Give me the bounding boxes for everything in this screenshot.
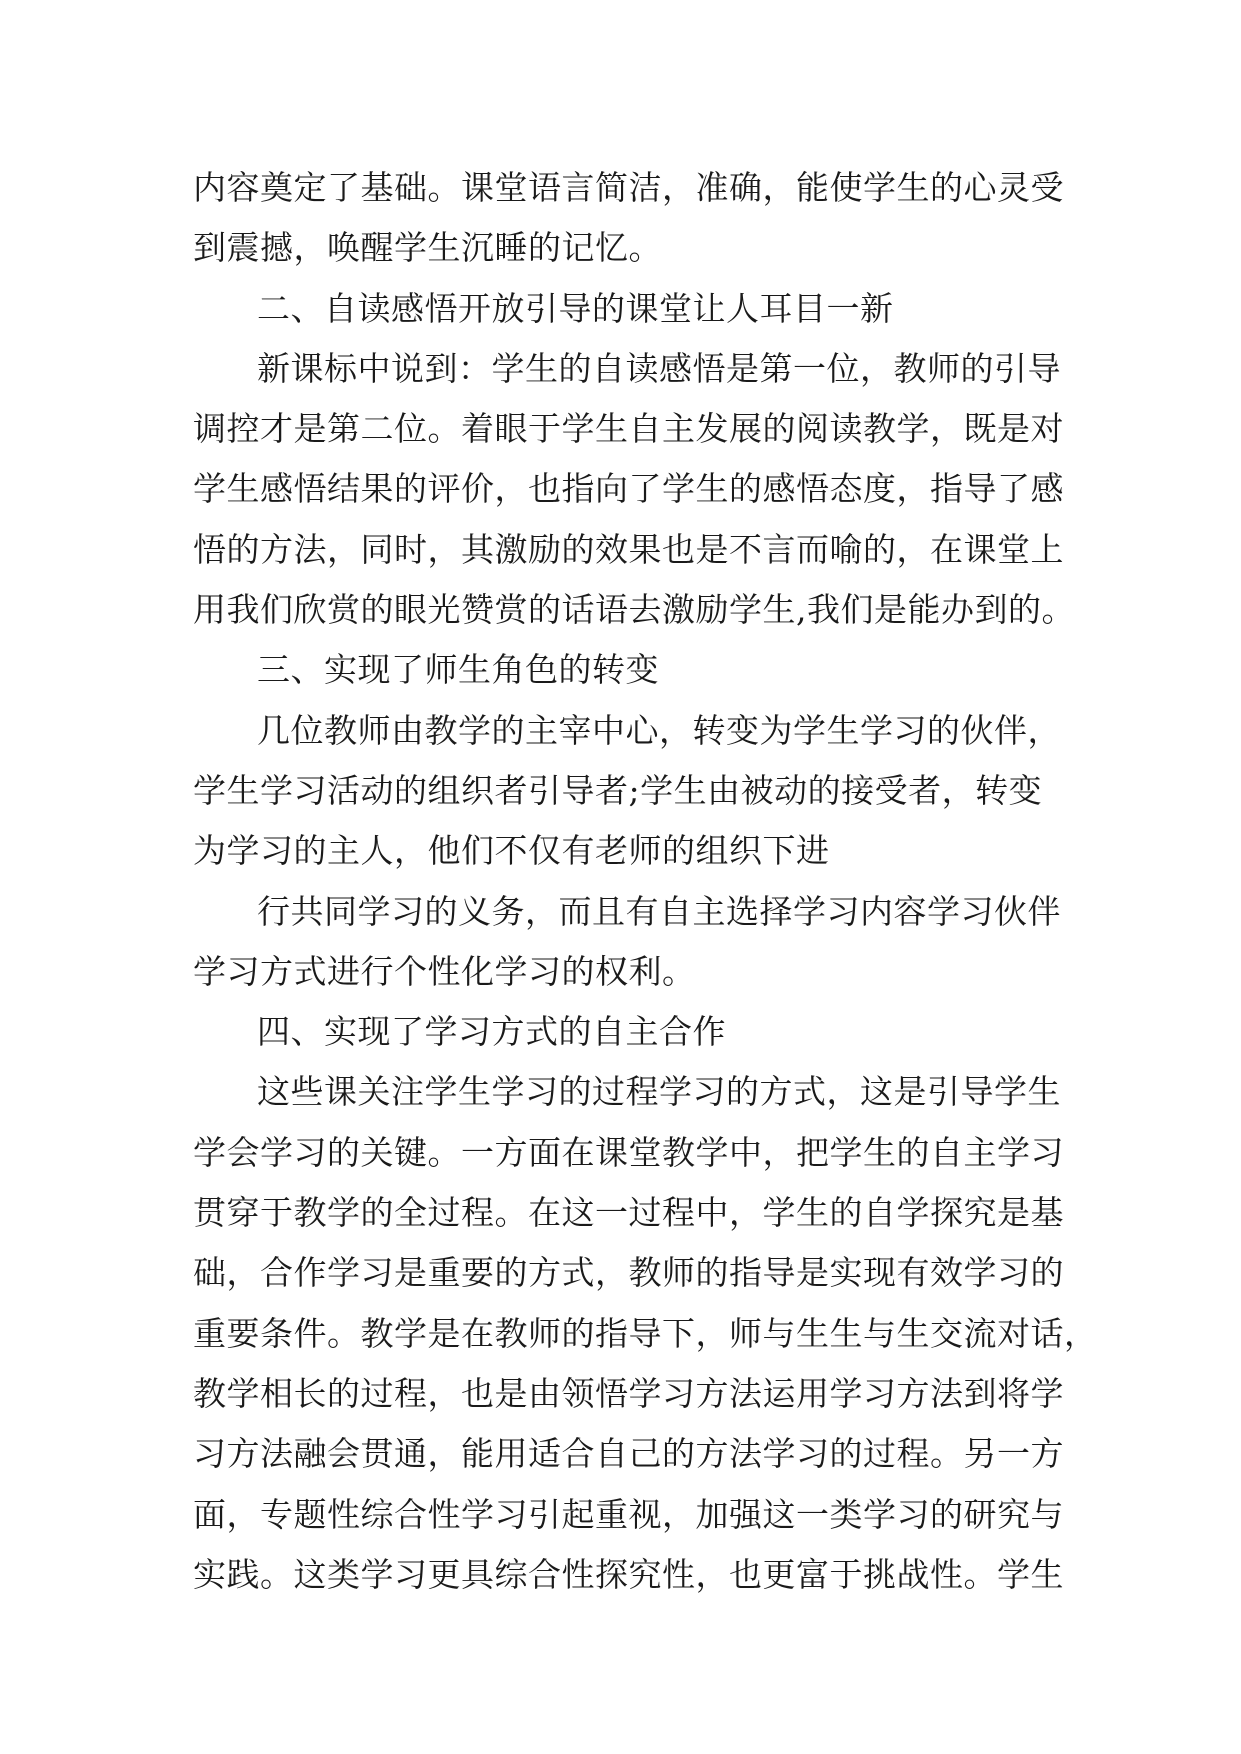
text-line: 学会学习的关键。一方面在课堂教学中，把学生的自主学习 bbox=[193, 1132, 1064, 1172]
text-line: 几位教师由教学的主宰中心，转变为学生学习的伙伴， bbox=[257, 710, 1061, 750]
text-line: 四、实现了学习方式的自主合作 bbox=[257, 1012, 726, 1052]
text-line: 到震撼，唤醒学生沉睡的记忆。 bbox=[193, 228, 662, 268]
text-line: 为学习的主人，他们不仅有老师的组织下进 bbox=[193, 831, 830, 871]
text-line: 三、实现了师生角色的转变 bbox=[257, 650, 659, 690]
text-line: 实践。这类学习更具综合性探究性，也更富于挑战性。学生 bbox=[193, 1554, 1064, 1594]
text-line: 内容奠定了基础。课堂语言简洁，准确，能使学生的心灵受 bbox=[193, 168, 1064, 207]
text-line: 教学相长的过程，也是由领悟学习方法运用学习方法到将学 bbox=[193, 1373, 1064, 1413]
text-line: 础，合作学习是重要的方式，教师的指导是实现有效学习的 bbox=[193, 1253, 1064, 1293]
body-text bbox=[193, 158, 1098, 1605]
text-line: 学生感悟结果的评价，也指向了学生的感悟态度，指导了感 bbox=[193, 469, 1064, 509]
text-line: 贯穿于教学的全过程。在这一过程中，学生的自学探究是基 bbox=[193, 1193, 1064, 1233]
text-line: 面，专题性综合性学习引起重视，加强这一类学习的研究与 bbox=[193, 1494, 1064, 1534]
text-line: 学习方式进行个性化学习的权利。 bbox=[193, 951, 696, 991]
text-line: 二、自读感悟开放引导的课堂让人耳目一新 bbox=[257, 288, 894, 328]
text-line: 学生学习活动的组织者引导者;学生由被动的接受者，转变 bbox=[193, 770, 1043, 810]
text-line: 悟的方法，同时，其激励的效果也是不言而喻的，在课堂上 bbox=[193, 529, 1064, 569]
text-line: 这些课关注学生学习的过程学习的方式，这是引导学生 bbox=[257, 1072, 1061, 1112]
text-line: 新课标中说到：学生的自读感悟是第一位，教师的引导 bbox=[257, 348, 1061, 388]
text-line: 行共同学习的义务，而且有自主选择学习内容学习伙伴 bbox=[257, 891, 1061, 931]
text-line: 调控才是第二位。着眼于学生自主发展的阅读教学，既是对 bbox=[193, 409, 1064, 449]
text-line: 习方法融会贯通，能用适合自己的方法学习的过程。另一方 bbox=[193, 1434, 1064, 1474]
text-line: 重要条件。教学是在教师的指导下，师与生生与生交流对话， bbox=[193, 1313, 1098, 1353]
text-line: 用我们欣赏的眼光赞赏的话语去激励学生,我们是能办到的。 bbox=[193, 590, 1075, 630]
